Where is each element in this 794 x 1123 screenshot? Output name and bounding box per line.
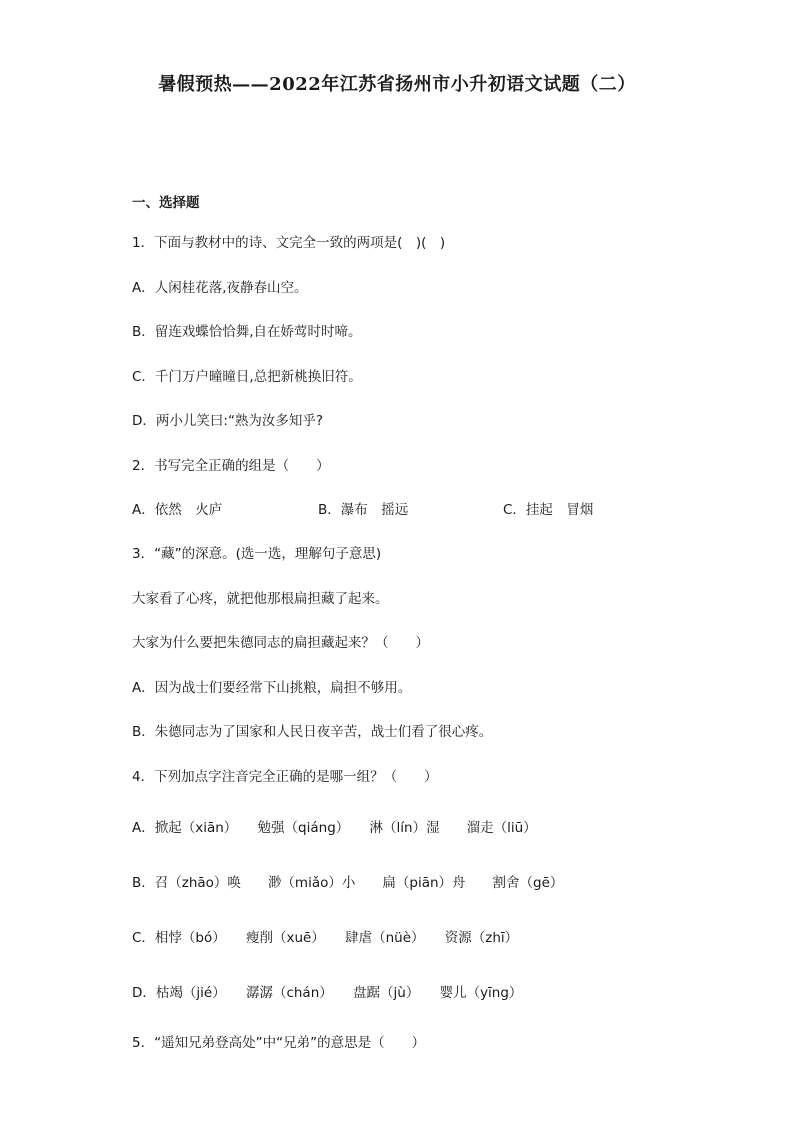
question-1-stem: 1．下面与教材中的诗、文完全一致的两项是( )( ) — [132, 235, 446, 251]
question-3-option-a: A．因为战士们要经常下山挑粮，扁担不够用。 — [132, 680, 412, 696]
question-1-option-b: B．留连戏蝶恰恰舞,自在娇莺时时啼。 — [132, 324, 362, 340]
section-heading: 一、选择题 — [132, 195, 200, 211]
question-1-option-c: C．千门万户曈曈日,总把新桃换旧符。 — [132, 369, 362, 385]
question-3-passage: 大家看了心疼，就把他那根扁担藏了起来。 — [132, 591, 389, 607]
question-4-stem: 4．下列加点字注音完全正确的是哪一组？（ ） — [132, 769, 438, 785]
question-3-option-b: B．朱德同志为了国家和人民日夜辛苦，战士们看了很心疼。 — [132, 724, 493, 740]
question-2-option-c: C．挂起 冒烟 — [503, 502, 594, 518]
question-4-option-b: B．召（zhāo）唤 渺（miǎo）小 扁（piān）舟 割舍（gē） — [132, 875, 564, 891]
question-2-stem: 2．书写完全正确的组是（ ） — [132, 458, 330, 474]
question-2-option-a: A．依然 火庐 — [132, 502, 223, 518]
page-title: 暑假预热——2022年江苏省扬州市小升初语文试题（二） — [158, 74, 636, 95]
question-1-option-a: A．人闲桂花落,夜静春山空。 — [132, 280, 308, 296]
question-5-stem: 5．“遥知兄弟登高处”中“兄弟”的意思是（ ） — [132, 1035, 426, 1051]
question-4-option-a: A．掀起（xiān） 勉强（qiáng） 淋（lín）湿 溜走（liū） — [132, 820, 537, 836]
question-4-option-d: D．枯竭（jié） 潺潺（chán） 盘踞（jù） 婴儿（yīng） — [132, 985, 523, 1001]
question-3-question: 大家为什么要把朱德同志的扁担藏起来？（ ） — [132, 635, 429, 651]
question-2-option-b: B．瀑布 摇远 — [318, 502, 409, 518]
question-4-option-c: C．相悖（bó） 瘦削（xuē） 肆虐（nüè） 资源（zhī） — [132, 930, 519, 946]
question-2-options — [132, 501, 593, 519]
question-1-option-d: D．两小儿笑曰:“熟为汝多知乎? — [132, 413, 324, 429]
question-3-stem: 3．“藏”的深意。(选一选，理解句子意思) — [132, 546, 382, 562]
